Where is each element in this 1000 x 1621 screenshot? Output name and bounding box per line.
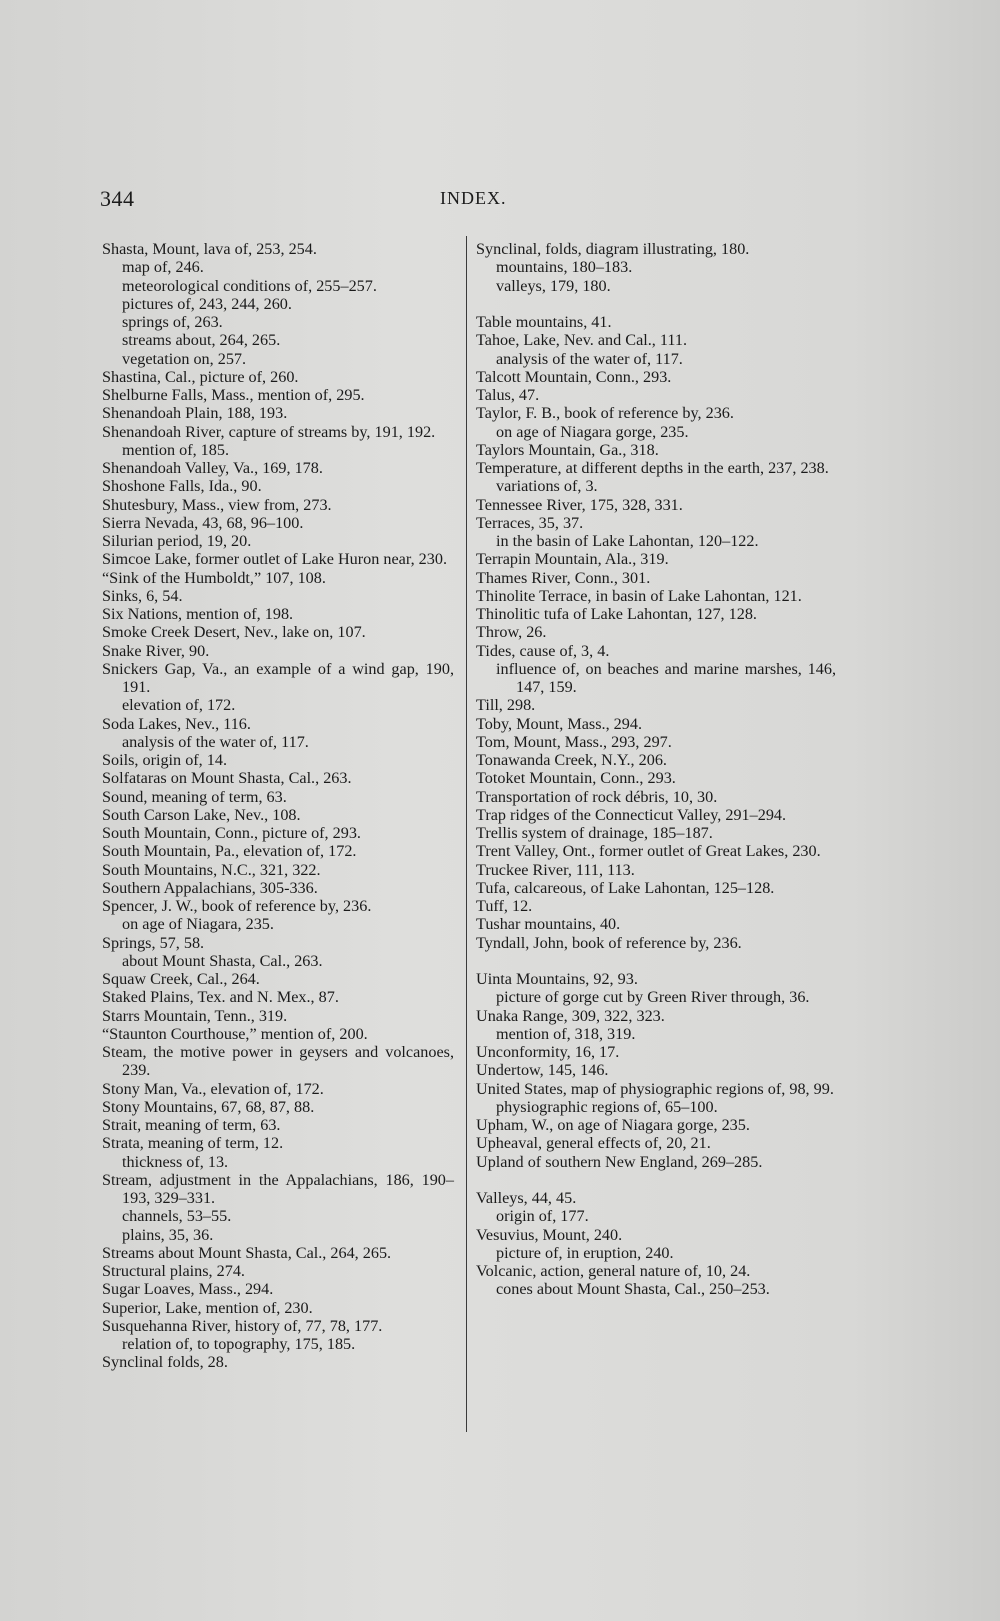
index-subentry: origin of, 177.	[496, 1207, 589, 1226]
index-entry: Tennessee River, 175, 328, 331.	[476, 495, 683, 514]
section-gap	[476, 1171, 836, 1189]
index-entry: Synclinal, folds, diagram illustrating, 180.	[476, 240, 750, 258]
index-entry: Till, 298.	[476, 696, 536, 715]
index-entry: Tuff, 12.	[476, 897, 533, 915]
index-entry: Table mountains, 41.	[476, 313, 612, 331]
index-entry: Susquehanna River, history of, 77, 78, 177.	[102, 1316, 383, 1335]
index-entry: Springs, 57, 58.	[102, 933, 205, 952]
index-entry: Upham, W., on age of Niagara gorge, 235.	[476, 1116, 750, 1134]
index-subentry: analysis of the water of, 117.	[122, 732, 309, 751]
index-entry: Terrapin Mountain, Ala., 319.	[476, 550, 669, 569]
section-gap	[476, 295, 836, 313]
index-entry: Staked Plains, Tex. and N. Mex., 87.	[102, 988, 339, 1007]
index-entry: Tyndall, John, book of reference by, 236.	[476, 933, 742, 952]
index-subentry: picture of, in eruption, 240.	[496, 1243, 674, 1262]
index-entry: Spencer, J. W., book of reference by, 236.	[102, 897, 372, 915]
index-column-left	[102, 240, 454, 1372]
index-entry: Shoshone Falls, Ida., 90.	[102, 477, 262, 496]
index-entry: Thames River, Conn., 301.	[476, 568, 651, 587]
index-entry: Tahoe, Lake, Nev. and Cal., 111.	[476, 331, 688, 350]
index-entry: Unaka Range, 309, 322, 323.	[476, 1006, 665, 1025]
index-entry: Temperature, at different depths in the earth, 237, 238.	[476, 459, 829, 477]
index-entry: Solfataras on Mount Shasta, Cal., 263.	[102, 769, 352, 788]
index-column-right	[476, 240, 836, 1299]
index-entry: Superior, Lake, mention of, 230.	[102, 1298, 313, 1317]
index-entry: Thinolite Terrace, in basin of Lake Lahontan, 121.	[476, 586, 802, 605]
index-entry: Streams about Mount Shasta, Cal., 264, 265.	[102, 1243, 392, 1262]
column-divider	[466, 236, 467, 1432]
index-subentry: springs of, 263.	[122, 313, 223, 331]
index-entry: Soils, origin of, 14.	[102, 751, 228, 769]
index-entry: Stony Mountains, 67, 68, 87, 88.	[102, 1097, 315, 1116]
index-entry: Starrs Mountain, Tenn., 319.	[102, 1006, 288, 1025]
index-entry: Simcoe Lake, former outlet of Lake Huron near, 230.	[102, 550, 448, 569]
index-subentry: map of, 246.	[122, 258, 204, 277]
index-subentry: relation of, to topography, 175, 185.	[122, 1335, 356, 1353]
index-subentry: elevation of, 172.	[122, 696, 236, 715]
index-subentry: influence of, on beaches and marine marshes, 146, 147, 159.	[496, 659, 836, 696]
index-entry: Shastina, Cal., picture of, 260.	[102, 367, 299, 386]
index-subentry: mention of, 318, 319.	[496, 1024, 636, 1043]
index-subentry: channels, 53–55.	[122, 1207, 232, 1226]
index-subentry: on age of Niagara, 235.	[122, 915, 274, 934]
index-entry: Structural plains, 274.	[102, 1262, 245, 1280]
index-entry: Tom, Mount, Mass., 293, 297.	[476, 732, 672, 751]
index-entry: Snickers Gap, Va., an example of a wind gap, 190, 191.	[102, 659, 454, 696]
index-entry: Sierra Nevada, 43, 68, 96–100.	[102, 513, 304, 532]
index-entry: South Carson Lake, Nev., 108.	[102, 805, 301, 824]
index-entry: Uinta Mountains, 92, 93.	[476, 970, 638, 988]
index-entry: Southern Appalachians, 305-336.	[102, 878, 318, 897]
index-entry: Tushar mountains, 40.	[476, 915, 621, 934]
index-subentry: meteorological conditions of, 255–257.	[122, 276, 377, 295]
index-entry: Shelburne Falls, Mass., mention of, 295.	[102, 386, 365, 404]
index-entry: South Mountain, Pa., elevation of, 172.	[102, 842, 357, 861]
index-subentry: physiographic regions of, 65–100.	[496, 1097, 718, 1116]
index-subentry: cones about Mount Shasta, Cal., 250–253.	[496, 1280, 770, 1299]
page-header	[100, 186, 836, 216]
index-entry: Talcott Mountain, Conn., 293.	[476, 367, 672, 386]
index-subentry: mountains, 180–183.	[496, 258, 633, 277]
index-subentry: thickness of, 13.	[122, 1152, 229, 1171]
index-subentry: plains, 35, 36.	[122, 1225, 214, 1244]
index-entry: Taylors Mountain, Ga., 318.	[476, 440, 659, 459]
index-entry: “Sink of the Humboldt,” 107, 108.	[102, 568, 326, 587]
page-number: 344	[100, 186, 135, 211]
index-subentry: analysis of the water of, 117.	[496, 349, 683, 368]
index-entry: Valleys, 44, 45.	[476, 1189, 577, 1207]
running-title: INDEX.	[440, 188, 507, 208]
index-entry: Undertow, 145, 146.	[476, 1061, 609, 1080]
index-entry: Shutesbury, Mass., view from, 273.	[102, 495, 332, 514]
index-entry: Throw, 26.	[476, 623, 547, 642]
index-entry: Tides, cause of, 3, 4.	[476, 641, 610, 660]
index-entry: Unconformity, 16, 17.	[476, 1043, 620, 1061]
index-entry: Tonawanda Creek, N.Y., 206.	[476, 751, 667, 769]
index-entry: Smoke Creek Desert, Nev., lake on, 107.	[102, 623, 366, 642]
index-subentry: pictures of, 243, 244, 260.	[122, 294, 292, 313]
index-entry: Stream, adjustment in the Appalachians, 186, 190–193, 329–331.	[102, 1170, 454, 1207]
index-subentry: mention of, 185.	[122, 440, 230, 459]
index-subentry: on age of Niagara gorge, 235.	[496, 422, 689, 441]
index-entry: Six Nations, mention of, 198.	[102, 605, 294, 623]
index-entry: Strait, meaning of term, 63.	[102, 1116, 281, 1134]
index-entry: Sound, meaning of term, 63.	[102, 787, 287, 806]
index-entry: Trap ridges of the Connecticut Valley, 291–294.	[476, 805, 787, 824]
index-entry: Totoket Mountain, Conn., 293.	[476, 769, 676, 788]
index-entry: Volcanic, action, general nature of, 10, 24.	[476, 1262, 751, 1280]
index-subentry: valleys, 179, 180.	[496, 276, 611, 295]
index-entry: Steam, the motive power in geysers and volcanoes, 239.	[102, 1043, 454, 1080]
index-entry: Silurian period, 19, 20.	[102, 532, 252, 550]
index-entry: Shenandoah Valley, Va., 169, 178.	[102, 459, 323, 477]
index-entry: Upheaval, general effects of, 20, 21.	[476, 1134, 711, 1153]
index-entry: Taylor, F. B., book of reference by, 236.	[476, 404, 734, 423]
index-entry: Shasta, Mount, lava of, 253, 254.	[102, 240, 317, 258]
index-entry: Shenandoah River, capture of streams by, 191, 192.	[102, 422, 436, 441]
index-entry: Thinolitic tufa of Lake Lahontan, 127, 128.	[476, 605, 757, 623]
index-entry: Squaw Creek, Cal., 264.	[102, 970, 260, 988]
index-entry: “Staunton Courthouse,” mention of, 200.	[102, 1024, 368, 1043]
index-entry: Strata, meaning of term, 12.	[102, 1134, 284, 1153]
index-entry: Talus, 47.	[476, 386, 540, 404]
index-entry: Synclinal folds, 28.	[102, 1353, 228, 1372]
index-subentry: about Mount Shasta, Cal., 263.	[122, 951, 323, 970]
index-subentry: in the basin of Lake Lahontan, 120–122.	[496, 532, 759, 550]
index-subentry: variations of, 3.	[496, 477, 598, 496]
index-entry: Sugar Loaves, Mass., 294.	[102, 1280, 274, 1299]
index-entry: United States, map of physiographic regions of, 98, 99.	[476, 1079, 834, 1098]
index-subentry: vegetation on, 257.	[122, 349, 247, 368]
index-entry: Stony Man, Va., elevation of, 172.	[102, 1079, 324, 1098]
index-subentry: picture of gorge cut by Green River through, 36.	[496, 988, 810, 1007]
index-entry: Terraces, 35, 37.	[476, 513, 584, 532]
index-entry: Snake River, 90.	[102, 641, 210, 660]
index-entry: Soda Lakes, Nev., 116.	[102, 714, 251, 733]
index-entry: Truckee River, 111, 113.	[476, 860, 635, 879]
index-entry: Transportation of rock débris, 10, 30.	[476, 787, 718, 806]
index-subentry: streams about, 264, 265.	[122, 331, 281, 350]
index-entry: Trellis system of drainage, 185–187.	[476, 824, 713, 842]
index-entry: Shenandoah Plain, 188, 193.	[102, 404, 288, 423]
index-entry: South Mountains, N.C., 321, 322.	[102, 860, 321, 879]
index-entry: Toby, Mount, Mass., 294.	[476, 714, 642, 733]
section-gap	[476, 952, 836, 970]
index-entry: Tufa, calcareous, of Lake Lahontan, 125–128.	[476, 878, 775, 897]
index-entry: South Mountain, Conn., picture of, 293.	[102, 824, 361, 842]
index-entry: Trent Valley, Ont., former outlet of Great Lakes, 230.	[476, 842, 821, 861]
index-entry: Sinks, 6, 54.	[102, 586, 183, 605]
index-entry: Upland of southern New England, 269–285.	[476, 1152, 763, 1171]
index-entry: Vesuvius, Mount, 240.	[476, 1225, 623, 1244]
